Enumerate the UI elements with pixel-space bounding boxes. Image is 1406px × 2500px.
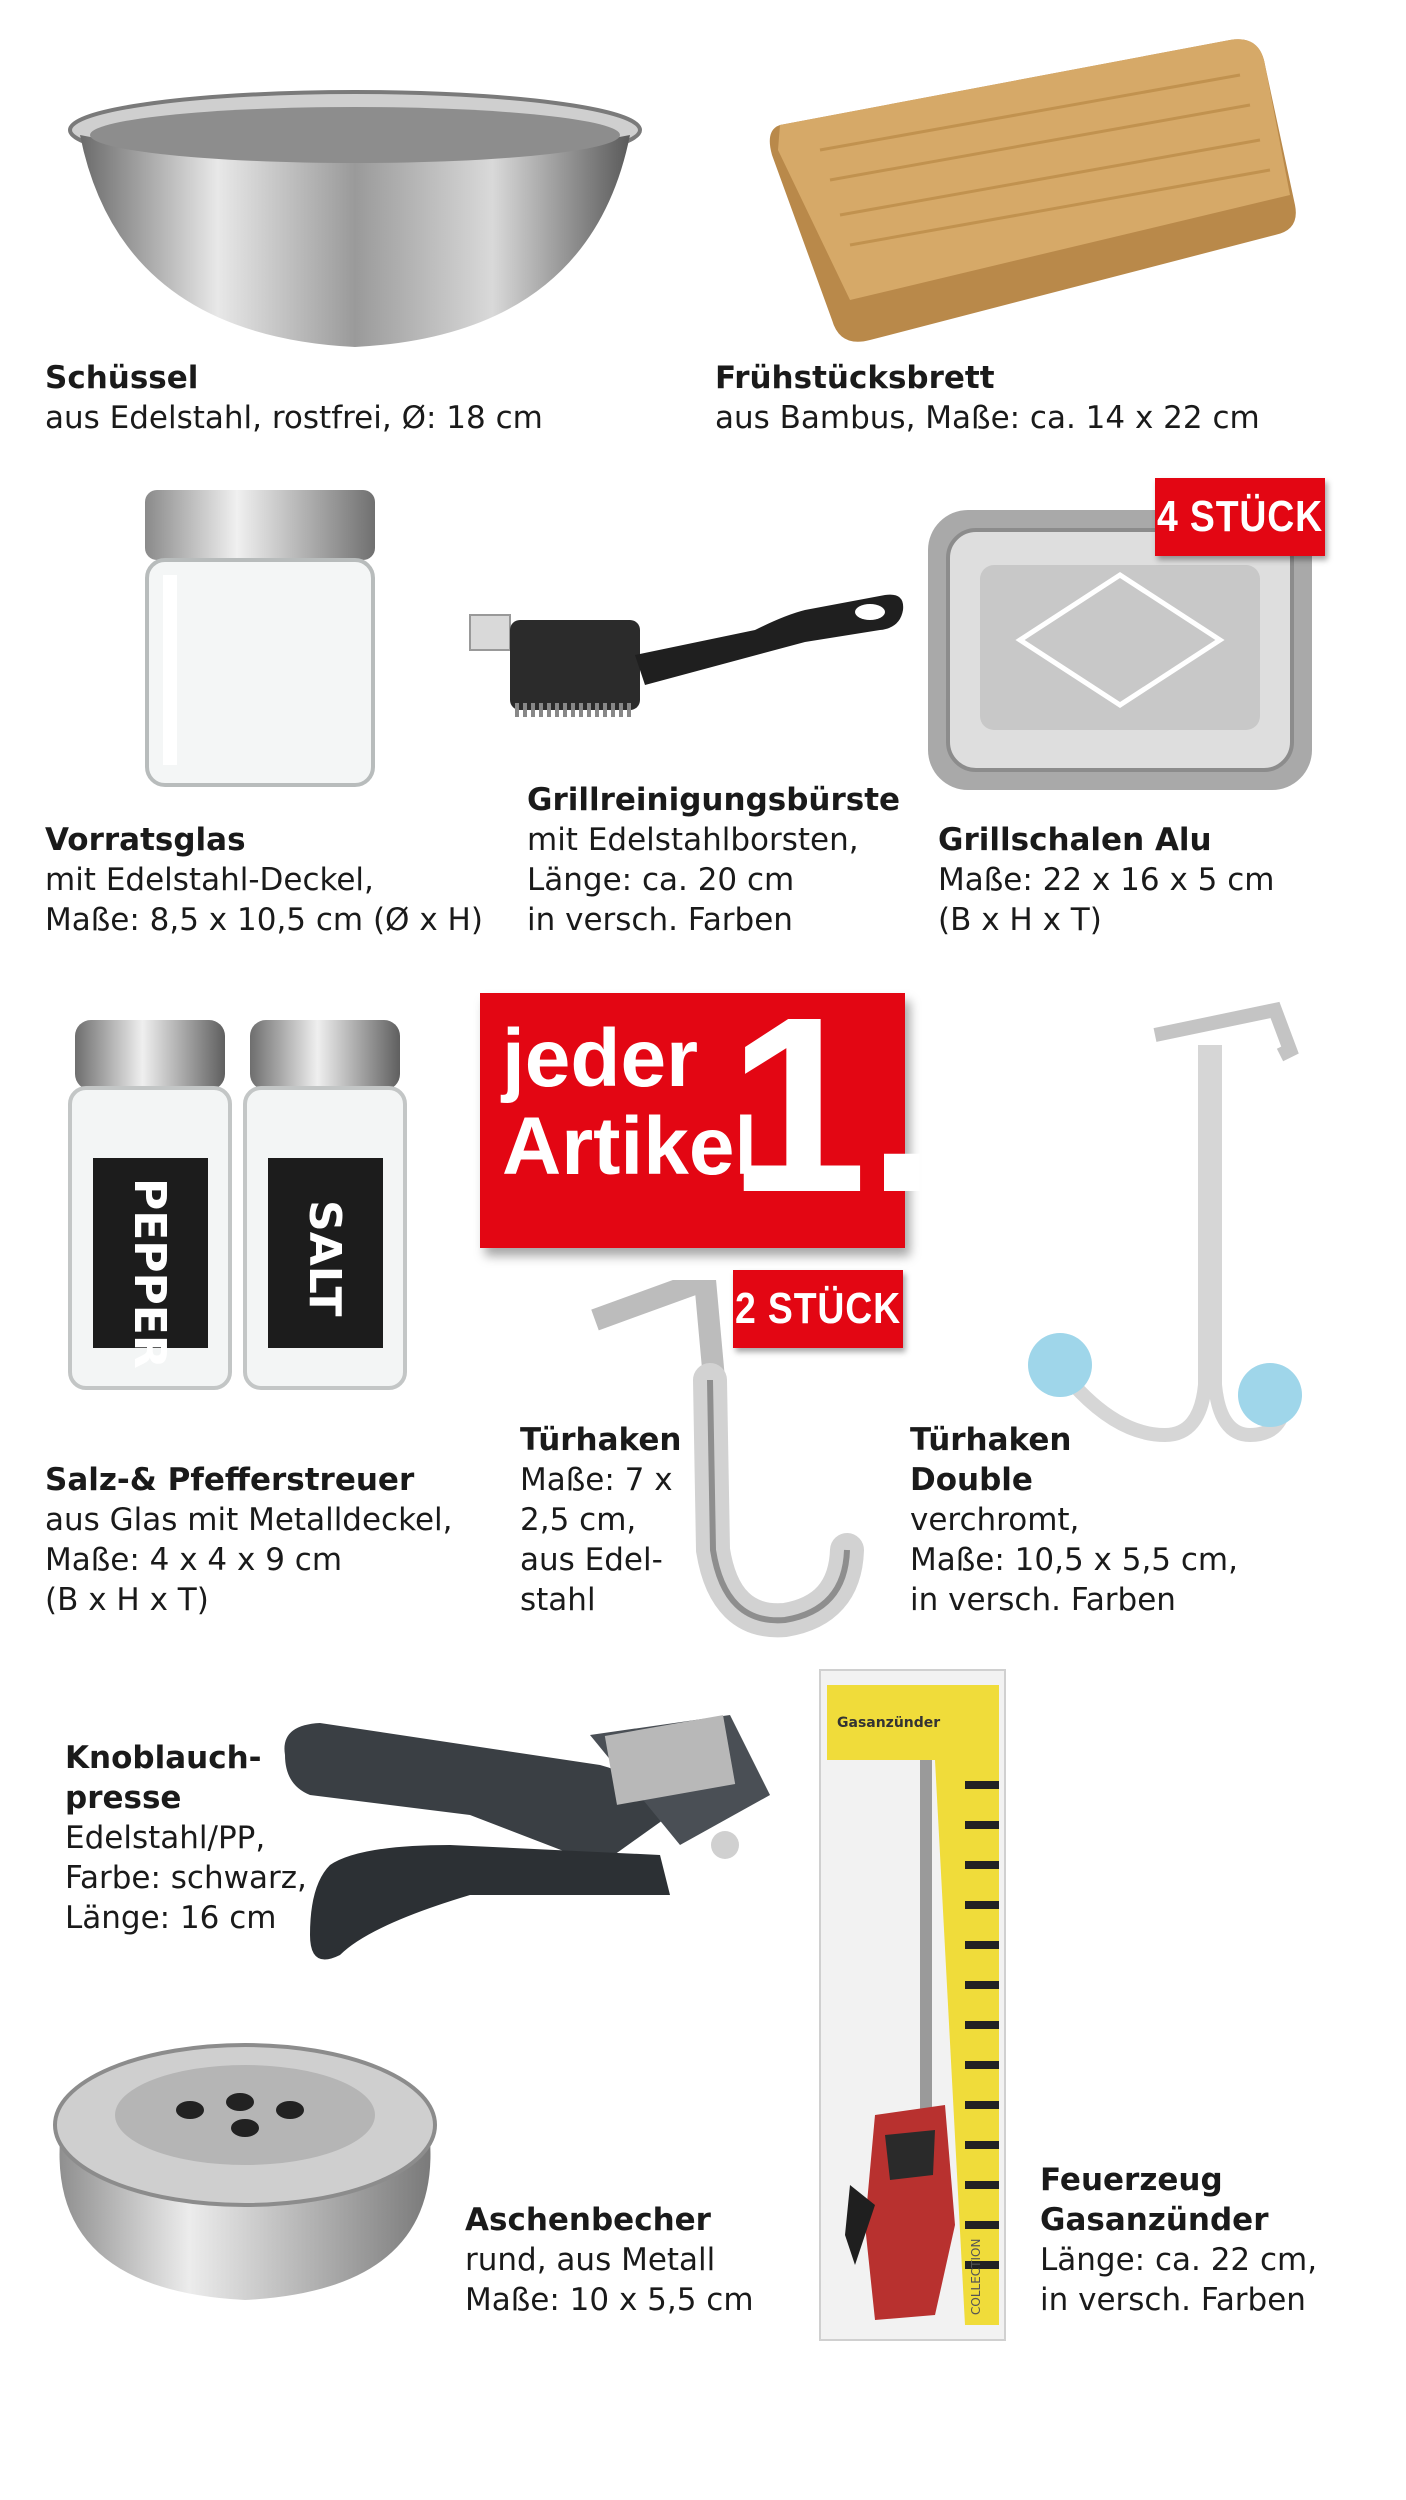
product-title: Frühstücksbrett <box>715 360 995 396</box>
product-streuer <box>45 1460 452 1620</box>
product-tuerhaken-double <box>910 1420 1238 1620</box>
product-desc-line: aus Bambus, Maße: ca. 14 x 22 cm <box>715 400 1260 436</box>
product-desc-line: Maße: 22 x 16 x 5 cm <box>938 862 1275 898</box>
product-title: Feuerzeug <box>1040 2162 1223 2198</box>
product-title: Aschenbecher <box>465 2202 711 2238</box>
product-desc-line: aus Edel- <box>520 1542 663 1578</box>
package-side-label: COLLECTION <box>969 2238 983 2315</box>
product-aschenbecher <box>465 2200 754 2320</box>
product-desc-line: Länge: ca. 22 cm, <box>1040 2242 1318 2278</box>
product-desc-line: mit Edelstahlborsten, <box>527 822 859 858</box>
product-title: Schüssel <box>45 360 199 396</box>
promo-price: 1.- <box>728 965 1020 1244</box>
ashtray-image <box>40 2010 450 2310</box>
product-desc-line: verchromt, <box>910 1502 1080 1538</box>
product-title: Vorratsglas <box>45 822 246 858</box>
product-desc-line: in versch. Farben <box>910 1582 1176 1618</box>
pepper-label: PEPPER <box>124 1178 175 1369</box>
product-grillbuerste <box>527 780 900 940</box>
product-desc-line: in versch. Farben <box>1040 2282 1306 2318</box>
package-label: Gasanzünder <box>837 1715 941 1731</box>
storage-jar-image <box>135 480 385 795</box>
product-desc-line: Maße: 10 x 5,5 cm <box>465 2282 754 2318</box>
garlic-press-image <box>270 1695 780 1965</box>
product-fruehstuecksbrett <box>715 358 1260 438</box>
product-desc-line: Maße: 10,5 x 5,5 cm, <box>910 1542 1238 1578</box>
price-promo-box <box>480 965 1020 1248</box>
product-desc-line: 2,5 cm, <box>520 1502 637 1538</box>
product-feuerzeug <box>1040 2160 1317 2320</box>
promo-line1: jeder <box>502 1013 698 1104</box>
product-desc-line: Länge: 16 cm <box>65 1900 277 1936</box>
product-desc-line: mit Edelstahl-Deckel, <box>45 862 374 898</box>
product-desc-line: rund, aus Metall <box>465 2242 716 2278</box>
product-desc-line: in versch. Farben <box>527 902 793 938</box>
quantity-badge: 2 STÜCK <box>733 1270 903 1348</box>
product-title: Knoblauch- <box>65 1740 262 1776</box>
product-title: Salz-& Pfefferstreuer <box>45 1462 415 1498</box>
product-desc-line: Maße: 8,5 x 10,5 cm (Ø x H) <box>45 902 483 938</box>
product-desc-line: (B x H x T) <box>938 902 1102 938</box>
product-schuessel <box>45 358 543 438</box>
product-desc-line: (B x H x T) <box>45 1582 209 1618</box>
bowl-image <box>60 85 650 355</box>
product-title: presse <box>65 1780 182 1816</box>
product-title: Grillschalen Alu <box>938 822 1212 858</box>
product-desc-line: Maße: 4 x 4 x 9 cm <box>45 1542 343 1578</box>
product-desc-line: Länge: ca. 20 cm <box>527 862 795 898</box>
product-desc-line: Farbe: schwarz, <box>65 1860 307 1896</box>
gas-lighter-package-image <box>815 1665 1010 2345</box>
product-desc-line: aus Edelstahl, rostfrei, Ø: 18 cm <box>45 400 543 436</box>
product-desc-line: Maße: 7 x <box>520 1462 673 1498</box>
salt-pepper-shakers-image <box>65 1010 410 1395</box>
product-title: Gasanzünder <box>1040 2202 1269 2238</box>
product-tuerhaken <box>520 1420 681 1620</box>
product-vorratsglas <box>45 820 483 940</box>
product-title: Türhaken <box>910 1422 1072 1458</box>
product-desc-line: stahl <box>520 1582 596 1618</box>
product-desc-line: aus Glas mit Metalldeckel, <box>45 1502 453 1538</box>
grill-brush-image <box>465 580 905 760</box>
product-grillschalen <box>938 820 1274 940</box>
cutting-board-image <box>760 30 1300 350</box>
product-title: Double <box>910 1462 1033 1498</box>
product-title: Türhaken <box>520 1422 682 1458</box>
salt-label: SALT <box>299 1200 350 1317</box>
promo-line2: Artikel <box>502 1101 758 1192</box>
quantity-badge: 4 STÜCK <box>1155 478 1325 556</box>
double-door-hook-image <box>1005 995 1315 1475</box>
product-desc-line: Edelstahl/PP, <box>65 1820 266 1856</box>
product-title: Grillreinigungsbürste <box>527 782 901 818</box>
